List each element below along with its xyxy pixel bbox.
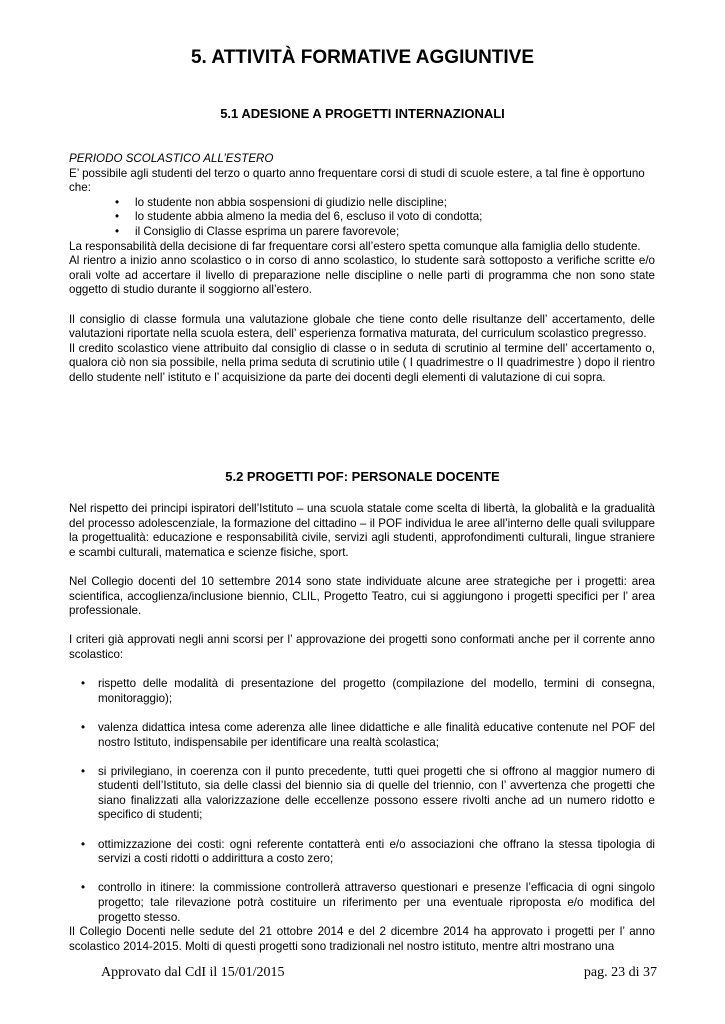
paragraph: Il credito scolastico viene attribuito dal consiglio di classe o in seduta di scrutinio al termine dell’ accertamento o, qualora ciò non sia possibile, nella prima seduta di scrutinio utile ( I quadrimestre o II quadrimestre ) dopo il rientro dello studente nell’ istituto e l’ acquisizione da parte dei docenti degli elementi di valutazione di cui sopra. bbox=[69, 341, 655, 384]
paragraph: Al rientro a inizio anno scolastico o in corso di anno scolastico, lo studente sarà sottoposto a verifiche scritte e/o orali volte ad accertare il livello di preparazione nelle discipline o nelle parti di programma che non sono state oggetto di studio durante il soggiorno all’estero. bbox=[69, 254, 655, 297]
list-item: • si privilegiano, in coerenza con il punto precedente, tutti quei progetti che si offrono al maggior numero di studenti dell’Istituto, sia delle classi del biennio sia di quelle del triennio, con l’ avvertenza che progetti che siano finalizzati alla valorizzazione delle eccellenze possono essere rivolti anche ad un numero ridotto e specifico di studenti; bbox=[69, 765, 655, 823]
section-5-2-body bbox=[69, 502, 655, 954]
paragraph-intro: E’ possibile agli studenti del terzo o quarto anno frequentare corsi di studi di scuole estere, a tal fine è opportuno che: bbox=[69, 166, 645, 195]
page-title: 5. ATTIVITÀ FORMATIVE AGGIUNTIVE bbox=[190, 47, 535, 68]
list-item: • ottimizzazione dei costi: ogni referente contatterà enti e/o associazioni che offrano la stessa tipologia di servizi a costi ridotti o addirittura a costo zero; bbox=[69, 838, 655, 867]
list-item: • valenza didattica intesa come aderenza alle linee didattiche e alle finalità educative contenute nel POF del nostro Istituto, indispensabile per identificare una realtà scolastica; bbox=[69, 721, 655, 750]
paragraph: Nel Collegio docenti del 10 settembre 2014 sono state individuate alcune aree strategiche per i progetti: area scientifica, accoglienza/inclusione biennio, CLIL, Progetto Teatro, cui si aggiungono i progetti specifici per l’ area professionale. bbox=[69, 574, 655, 618]
section-5-1-body bbox=[69, 152, 655, 386]
paragraph: Il Collegio Docenti nelle sedute del 21 ottobre 2014 e del 2 dicembre 2014 ha approvato i progetti per l’ anno scolastico 2014-2015. Molti di questi progetti sono tradizionali nel nostro istituto, mentre altri mostrano una bbox=[69, 925, 655, 953]
section-heading-5-1: 5.1 ADESIONE A PROGETTI INTERNAZIONALI bbox=[220, 106, 505, 121]
requirements-list bbox=[69, 196, 655, 240]
approval-date: Approvato dal CdI il 15/01/2015 bbox=[101, 965, 285, 980]
paragraph: Il consiglio di classe formula una valutazione globale che tiene conto delle risultanze dell’ accertamento, delle valutazioni riportate nella scuola estera, dell’ esperienza formativa maturata, del curriculum scolastico pregresso. bbox=[69, 312, 655, 341]
paragraph: I criteri già approvati negli anni scorsi per l’ approvazione dei progetti sono conformati anche per il corrente anno scolastico: bbox=[69, 633, 655, 661]
criteria-list bbox=[69, 677, 655, 925]
paragraph: Nel rispetto dei principi ispiratori dell’Istituto – una scuola statale come scelta di libertà, la globalità e la gradualità del processo adolescenziale, la formazione del cittadino – il POF individua le aree all’interno delle quali sviluppare la progettualità: educazione e responsabilità civile, servizi agli studenti, approfondimenti culturali, lingue straniere e scambi culturali, matematica e scienze fisiche, sport. bbox=[69, 502, 655, 559]
list-item: • controllo in itinere: la commissione controllerà attraverso questionari e presenze l’efficacia di ogni singolo progetto; tale rilevazione potrà costituire un riferimento per una eventuale riproposta e/o modifica del progetto stesso. bbox=[69, 881, 655, 925]
subheading-periodo-estero: PERIODO SCOLASTICO ALL’ESTERO bbox=[69, 152, 274, 165]
list-item: • lo studente abbia almeno la media del 6, escluso il voto di condotta; bbox=[69, 210, 655, 225]
list-item: • il Consiglio di Classe esprima un parere favorevole; bbox=[69, 225, 655, 240]
section-heading-5-2: 5.2 PROGETTI POF: PERSONALE DOCENTE bbox=[225, 469, 500, 484]
paragraph: La responsabilità della decisione di far frequentare corsi all’estero spetta comunque alla famiglia dello studente. bbox=[69, 239, 641, 253]
page-number: pag. 23 di 37 bbox=[583, 965, 657, 980]
list-item: • lo studente non abbia sospensioni di giudizio nelle discipline; bbox=[69, 196, 655, 211]
list-item: • rispetto delle modalità di presentazione del progetto (compilazione del modello, termini di consegna, monitoraggio); bbox=[69, 677, 655, 706]
